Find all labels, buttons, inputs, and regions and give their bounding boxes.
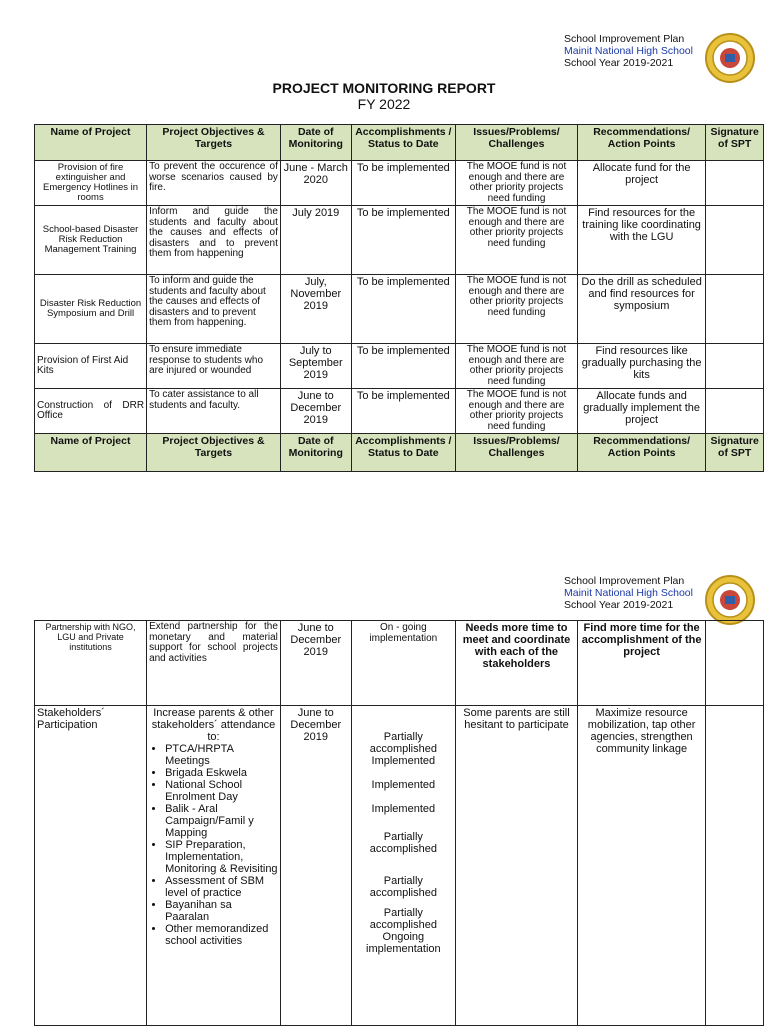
- cell-name: Stakeholders´ Participation: [35, 706, 147, 1026]
- cell-date: July 2019: [280, 206, 351, 275]
- cell-recommendation: Do the drill as scheduled and find resources for symposium: [577, 275, 705, 344]
- cell-issues: Needs more time to meet and coordinate with each of the stakeholders: [456, 621, 578, 706]
- cell-objective: To cater assistance to all students and faculty.: [147, 389, 281, 434]
- cell-signature: [706, 389, 764, 434]
- cell-signature: [706, 344, 764, 389]
- report-title: PROJECT MONITORING REPORT: [272, 80, 496, 96]
- header-school-year: School Year 2019-2021: [564, 599, 674, 611]
- status-item: Partially accomplished: [369, 731, 437, 755]
- cell-name: Partnership with NGO, LGU and Private institutions: [35, 621, 147, 706]
- col-header-signature: Signature of SPT: [706, 125, 764, 161]
- cell-name: Disaster Risk Reduction Symposium and Drill: [35, 275, 147, 344]
- cell-status: To be implemented: [351, 206, 455, 275]
- col-header-recommendations: Recommendations/ Action Points: [577, 125, 705, 161]
- cell-date: June to December 2019: [280, 389, 351, 434]
- report-subtitle: FY 2022: [357, 96, 411, 112]
- cell-objective: Extend partnership for the monetary and material support for school projects and activities: [147, 621, 281, 706]
- table-footer-header-row: [35, 434, 764, 472]
- monitoring-table: [34, 124, 764, 472]
- school-seal-logo: [704, 574, 756, 626]
- cell-status: To be implemented: [351, 344, 455, 389]
- col-header-date: Date of Monitoring: [280, 125, 351, 161]
- list-item: • Balik - Aral Campaign/Famil y Mapping: [165, 803, 278, 839]
- cell-recommendation: Find resources for the training like coordinating with the LGU: [577, 206, 705, 275]
- cell-date: July to September 2019: [280, 344, 351, 389]
- school-seal-logo: [704, 32, 756, 84]
- cell-status: On - going implementation: [351, 621, 455, 706]
- cell-name: Construction of DRR Office: [35, 389, 147, 434]
- cell-status: To be implemented: [351, 389, 455, 434]
- cell-signature: [706, 621, 764, 706]
- cell-name: School-based Disaster Risk Reduction Management Training: [35, 206, 147, 275]
- col-header-status: Accomplishments / Status to Date: [351, 125, 455, 161]
- status-item: Implemented: [371, 755, 436, 767]
- cell-objective: To prevent the occurence of worse scenarios caused by fire.: [147, 161, 281, 206]
- cell-objective: Inform and guide the students and faculty about the causes and effects of disasters and to prevent them from happening: [147, 206, 281, 275]
- col-footer-issues: Issues/Problems/ Challenges: [456, 434, 578, 472]
- cell-issues: The MOOE fund is not enough and there are other priority projects need funding: [456, 389, 578, 434]
- header-school-year: School Year 2019-2021: [564, 57, 674, 69]
- cell-objective: To inform and guide the students and faculty about the causes and effects of disasters and to prevent them from happening.: [147, 275, 281, 344]
- cell-recommendation: Allocate fund for the project: [577, 161, 705, 206]
- status-item: Ongoing implementation: [366, 931, 441, 955]
- cell-recommendation: Find resources like gradually purchasing the kits: [577, 344, 705, 389]
- table-row: [35, 206, 764, 275]
- status-item: Partially accomplished: [369, 831, 437, 855]
- cell-date: June to December 2019: [280, 706, 351, 1026]
- cell-recommendation: Find more time for the accomplishment of the project: [577, 621, 705, 706]
- table-row: [35, 344, 764, 389]
- cell-date: June - March 2020: [280, 161, 351, 206]
- table-row: [35, 161, 764, 206]
- col-header-name: Name of Project: [35, 125, 147, 161]
- cell-issues: The MOOE fund is not enough and there are other priority projects need funding: [456, 344, 578, 389]
- table-header-row: [35, 125, 764, 161]
- cell-objective: [147, 706, 281, 1026]
- cell-status: To be implemented: [351, 275, 455, 344]
- table-row: [35, 389, 764, 434]
- list-item: • Other memorandized school activities: [165, 923, 278, 947]
- col-footer-recommendations: Recommendations/ Action Points: [577, 434, 705, 472]
- cell-issues: Some parents are still hesitant to participate: [456, 706, 578, 1026]
- cell-signature: [706, 206, 764, 275]
- list-item: • SIP Preparation, Implementation, Monitoring & Revisiting: [165, 839, 278, 875]
- col-footer-date: Date of Monitoring: [280, 434, 351, 472]
- table-row: [35, 275, 764, 344]
- monitoring-table-page2: [34, 620, 764, 1026]
- cell-issues: The MOOE fund is not enough and there are other priority projects need funding: [456, 275, 578, 344]
- cell-date: July, November 2019: [280, 275, 351, 344]
- cell-status: To be implemented: [351, 161, 455, 206]
- col-footer-signature: Signature of SPT: [706, 434, 764, 472]
- header-school-name: Mainit National High School: [564, 45, 693, 57]
- cell-recommendation: Maximize resource mobilization, tap other agencies, strengthen community linkage: [577, 706, 705, 1026]
- objective-intro: Increase parents & other stakeholders´ attendance to:: [151, 707, 276, 743]
- cell-objective: To ensure immediate response to students who are injured or wounded: [147, 344, 281, 389]
- status-item: Implemented: [371, 779, 436, 791]
- col-header-objectives: Project Objectives & Targets: [147, 125, 281, 161]
- cell-date: June to December 2019: [280, 621, 351, 706]
- col-header-issues: Issues/Problems/ Challenges: [456, 125, 578, 161]
- list-item: • PTCA/HRPTA Meetings: [165, 743, 278, 767]
- list-item: • National School Enrolment Day: [165, 779, 278, 803]
- cell-issues: The MOOE fund is not enough and there are other priority projects need funding: [456, 206, 578, 275]
- header-school-name: Mainit National High School: [564, 587, 693, 599]
- status-item: Implemented: [371, 803, 436, 815]
- cell-name: Provision of fire extinguisher and Emergency Hotlines in rooms: [35, 161, 147, 206]
- list-item: • Bayanihan sa Paaralan: [165, 899, 278, 923]
- col-footer-name: Name of Project: [35, 434, 147, 472]
- objective-list: [149, 743, 278, 947]
- cell-status-list: [351, 706, 455, 1026]
- list-item: • Assessment of SBM level of practice: [165, 875, 278, 899]
- cell-issues: The MOOE fund is not enough and there are other priority projects need funding: [456, 161, 578, 206]
- cell-signature: [706, 161, 764, 206]
- col-footer-objectives: Project Objectives & Targets: [147, 434, 281, 472]
- list-item: • Brigada Eskwela: [165, 767, 278, 779]
- col-footer-status: Accomplishments / Status to Date: [351, 434, 455, 472]
- table-row: [35, 706, 764, 1026]
- cell-name: Provision of First Aid Kits: [35, 344, 147, 389]
- status-item: Partially accomplished: [369, 875, 437, 899]
- table-row: [35, 621, 764, 706]
- cell-signature: [706, 706, 764, 1026]
- cell-recommendation: Allocate funds and gradually implement the project: [577, 389, 705, 434]
- header-plan-title: School Improvement Plan: [564, 575, 685, 587]
- header-plan-title: School Improvement Plan: [564, 33, 685, 45]
- cell-signature: [706, 275, 764, 344]
- status-item: Partially accomplished: [369, 907, 437, 931]
